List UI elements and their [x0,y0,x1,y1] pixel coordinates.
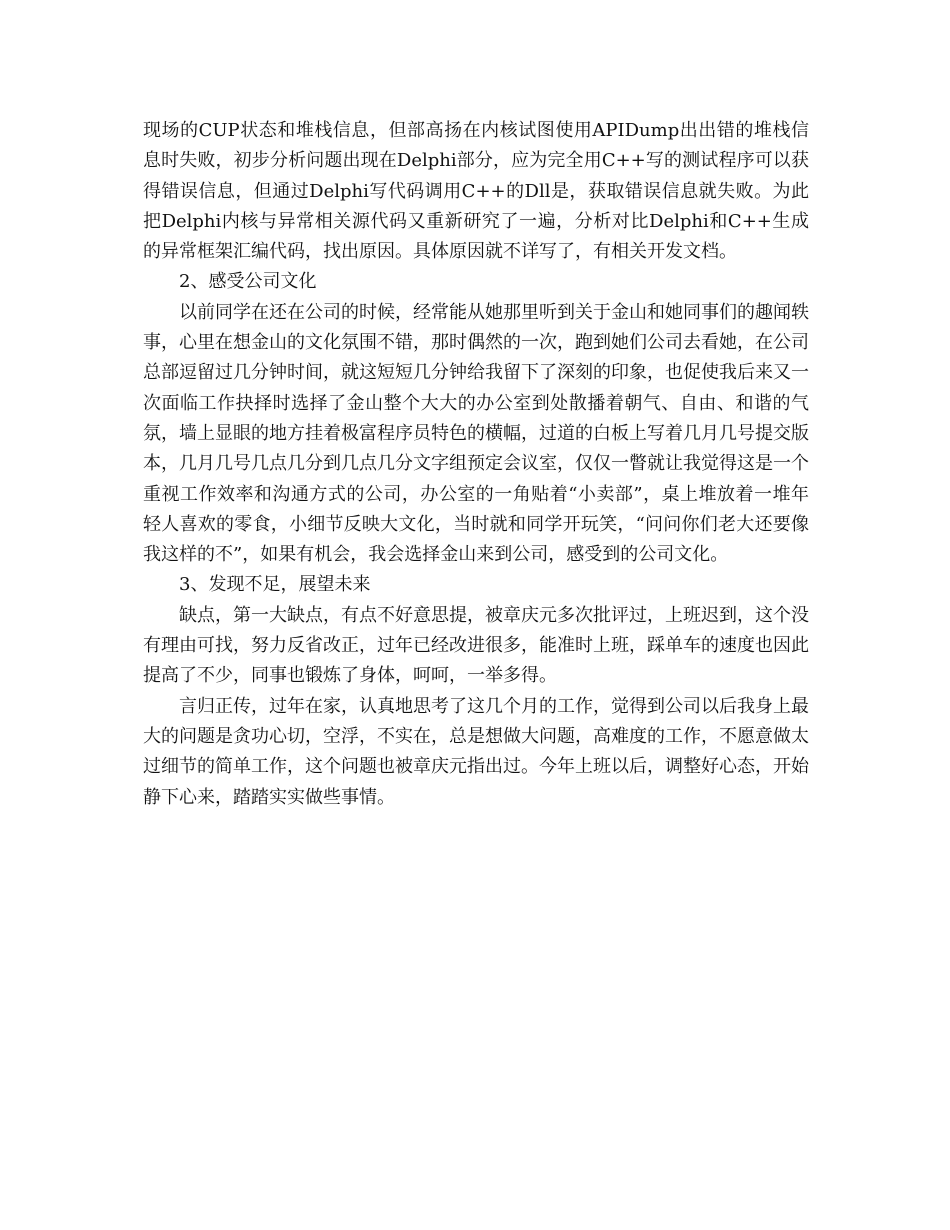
paragraph-shortcomings: 缺点，第一大缺点，有点不好意思提，被章庆元多次批评过，上班迟到，这个没有理由可找，努力反省改正，过年已经改进很多，能准时上班，踩单车的速度也因此提高了不少，同事也锻炼了身体，呵呵，一举多得。 [143,604,809,687]
section-heading-shortcomings: 3、发现不足，展望未来 [179,574,371,596]
paragraph-continuation: 现场的CUP状态和堆栈信息，但部高扬在内核试图使用APIDump出出错的堆栈信息时失败，初步分析问题出现在Delphi部分，应为完全用C++写的测试程序可以获得错误信息，但通过Delphi写代码调用C++的Dll是，获取错误信息就失败。为此把Delphi内核与异常相关源代码又重新研究了一遍，分析对比Delphi和C++生成的异常框架汇编代码，找出原因。具体原因就不详写了，有相关开发文档。 [143,120,810,263]
section-heading-culture: 2、感受公司文化 [179,271,317,293]
document-body [143,116,809,813]
paragraph-culture: 以前同学在还在公司的时候，经常能从她那里听到关于金山和她同事们的趣闻轶事，心里在想金山的文化氛围不错，那时偶然的一次，跑到她们公司去看她，在公司总部逗留过几分钟时间，就这短短几分钟给我留下了深刻的印象，也促使我后来又一次面临工作抉择时选择了金山整个大大的办公室到处散播着朝气、自由、和谐的气氛，墙上显眼的地方挂着极富程序员特色的横幅，过道的白板上写着几月几号提交版本，几月几号几点几分到几点几分文字组预定会议室，仅仅一瞥就让我觉得这是一个重视工作效率和沟通方式的公司，办公室的一角贴着“小卖部”，桌上堆放着一堆年轻人喜欢的零食，小细节反映大文化，当时就和同学开玩笑，“问问你们老大还要像我这样的不”，如果有机会，我会选择金山来到公司，感受到的公司文化。 [143,301,809,566]
paragraph-reflection: 言归正传，过年在家，认真地思考了这几个月的工作，觉得到公司以后我身上最大的问题是贪功心切，空浮，不实在，总是想做大问题，高难度的工作，不愿意做太过细节的简单工作，这个问题也被章庆元指出过。今年上班以后，调整好心态，开始静下心来，踏踏实实做些事情。 [143,695,809,808]
